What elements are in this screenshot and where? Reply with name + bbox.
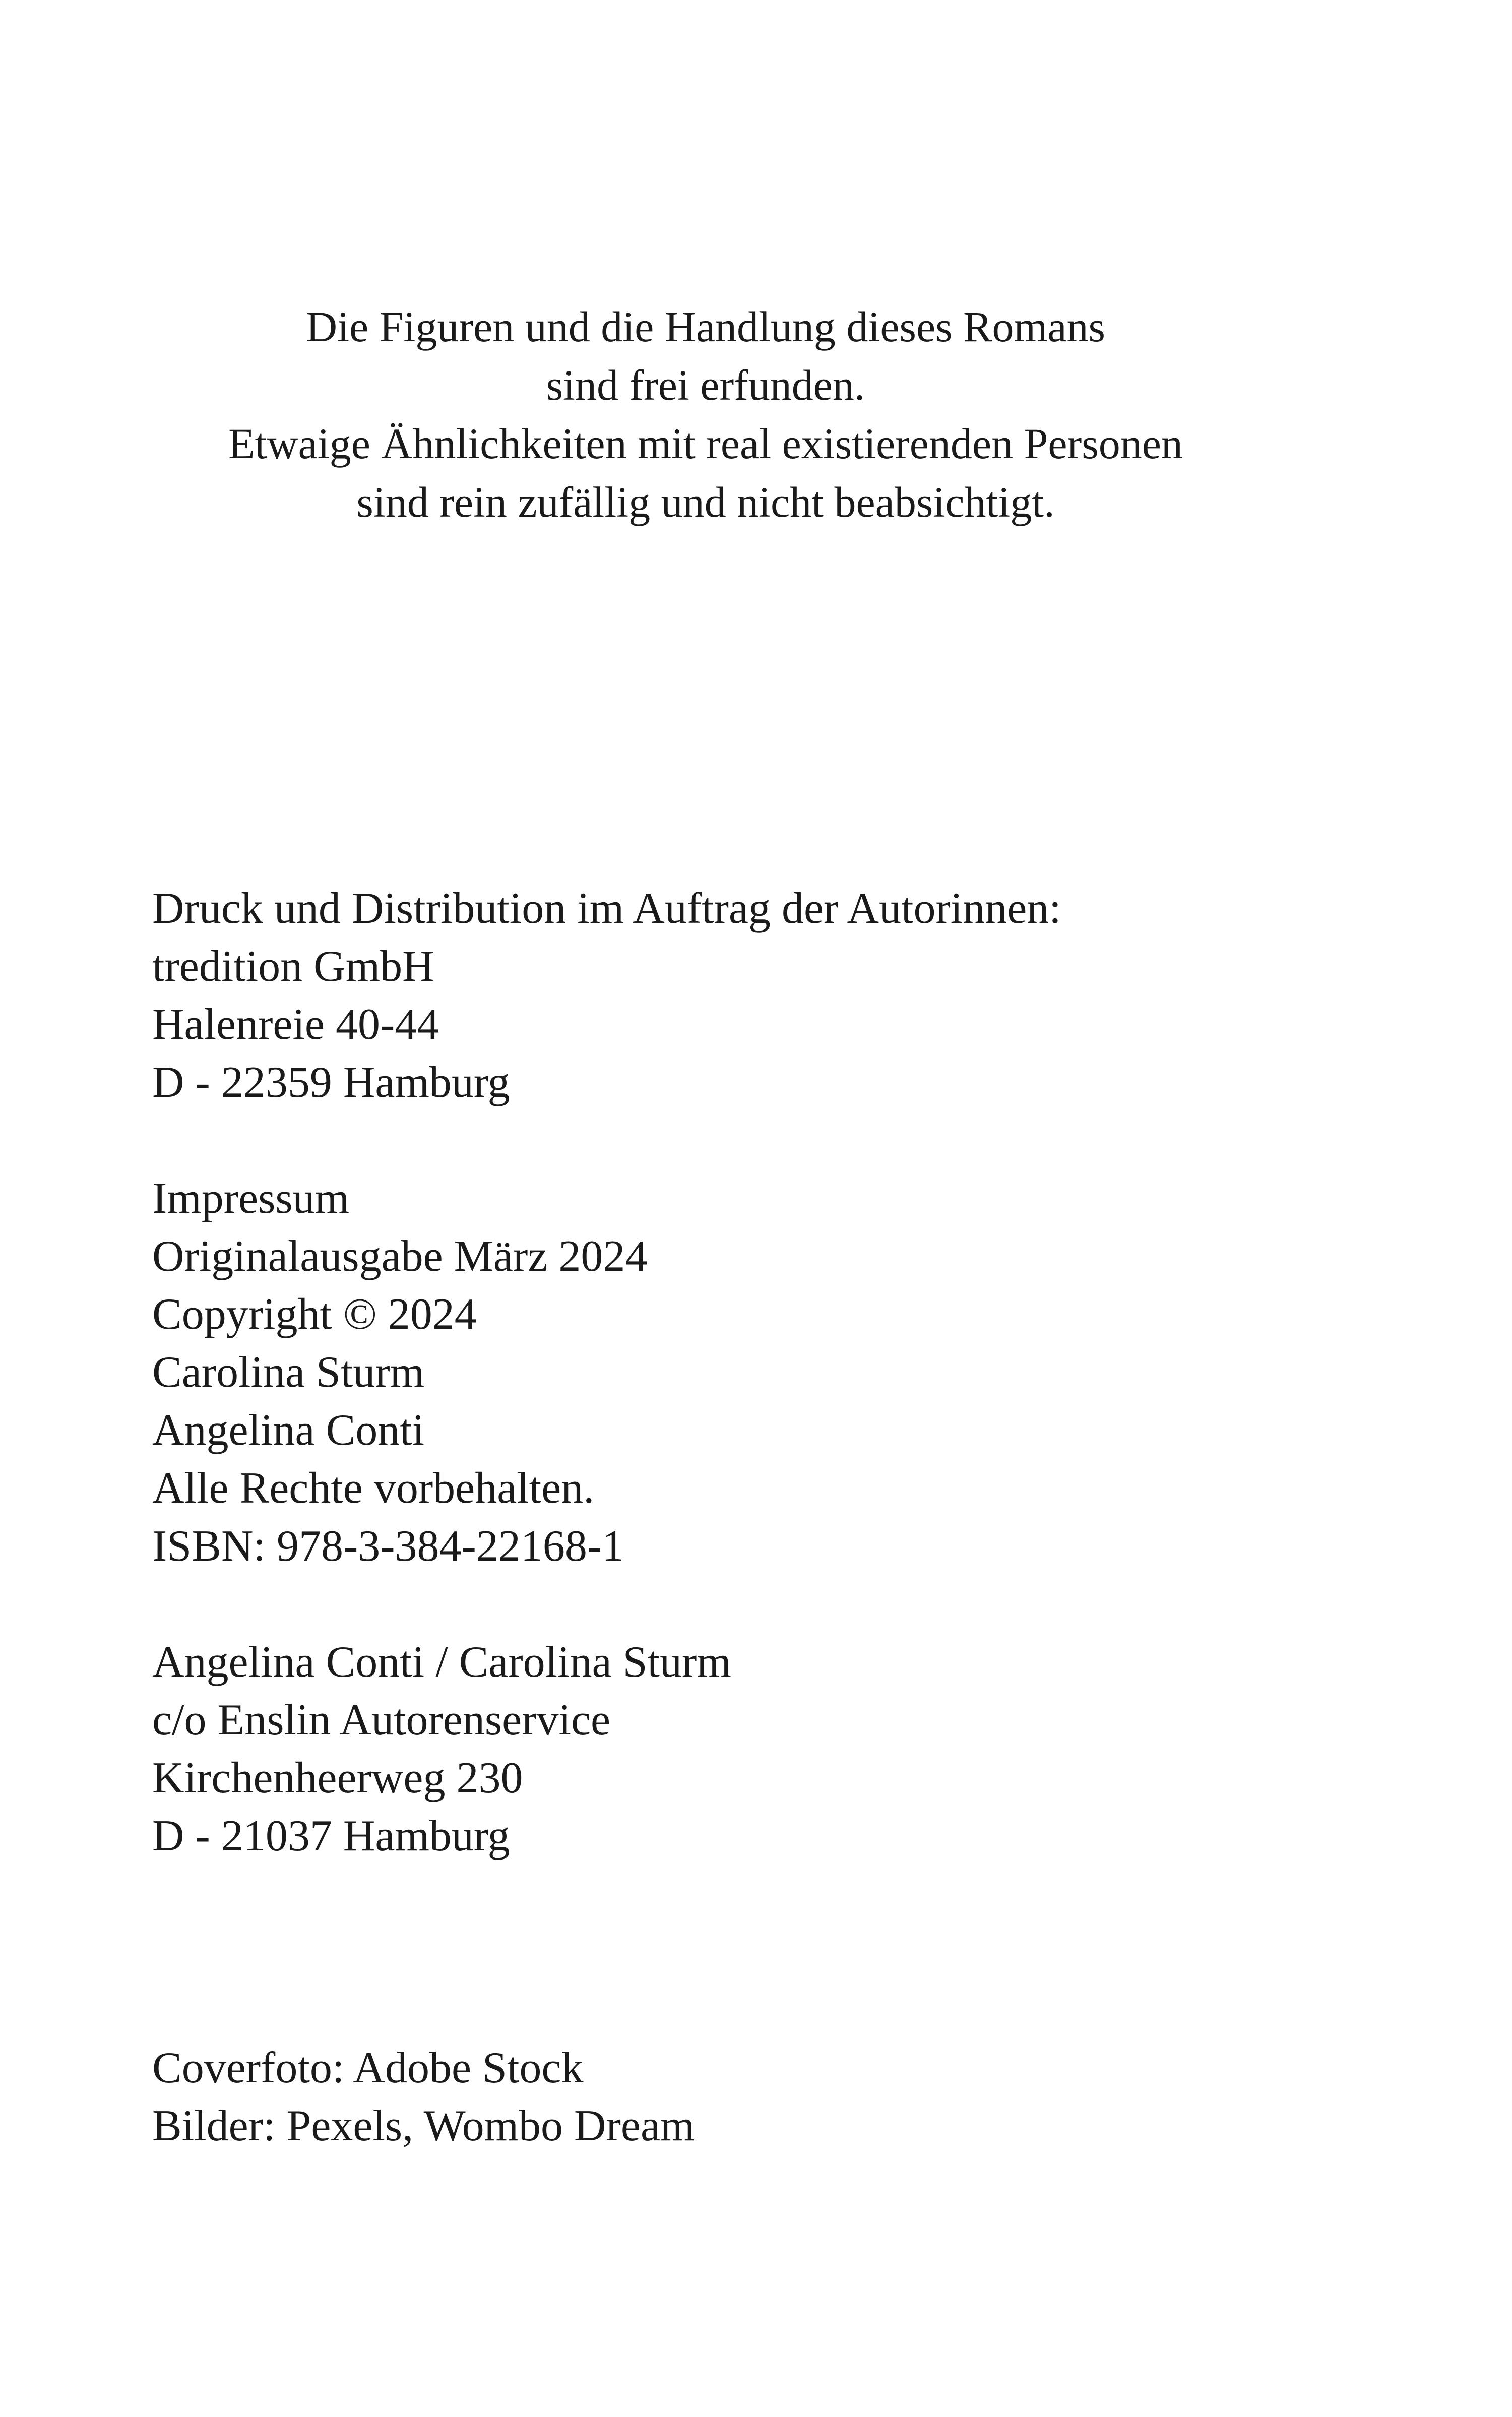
- image-credits: [152, 2039, 695, 2155]
- disclaimer-line: Die Figuren und die Handlung dieses Romans: [305, 302, 1105, 351]
- images-credit: Bilder: Pexels, Wombo Dream: [152, 2101, 695, 2150]
- fiction-disclaimer: [151, 297, 1260, 531]
- author-contact-address: [152, 1633, 731, 1865]
- copyright-line: Copyright © 2024: [152, 1290, 477, 1339]
- rights-line: Alle Rechte vorbehalten.: [152, 1464, 595, 1513]
- printer-address: [152, 880, 1061, 1111]
- printer-line: Druck und Distribution im Auftrag der Autorinnen:: [152, 884, 1061, 933]
- author-name: Angelina Conti: [152, 1406, 425, 1455]
- contact-line: Kirchenheerweg 230: [152, 1754, 523, 1803]
- author-name: Carolina Sturm: [152, 1348, 425, 1397]
- imprint-heading: Impressum: [152, 1174, 350, 1223]
- imprint-details: [152, 1169, 647, 1575]
- printer-line: D - 22359 Hamburg: [152, 1058, 510, 1107]
- disclaimer-line: sind rein zufällig und nicht beabsichtigt.: [356, 478, 1055, 526]
- printer-line: Halenreie 40-44: [152, 1000, 439, 1049]
- contact-line: Angelina Conti / Carolina Sturm: [152, 1638, 731, 1687]
- edition-line: Originalausgabe März 2024: [152, 1232, 648, 1281]
- disclaimer-line: sind frei erfunden.: [546, 361, 865, 409]
- contact-line: c/o Enslin Autorenservice: [152, 1696, 611, 1745]
- isbn-line: ISBN: 978-3-384-22168-1: [152, 1522, 624, 1571]
- contact-line: D - 21037 Hamburg: [152, 1812, 510, 1861]
- printer-line: tredition GmbH: [152, 942, 434, 991]
- disclaimer-line: Etwaige Ähnlichkeiten mit real existierenden Personen: [228, 419, 1183, 468]
- cover-photo-credit: Coverfoto: Adobe Stock: [152, 2043, 584, 2092]
